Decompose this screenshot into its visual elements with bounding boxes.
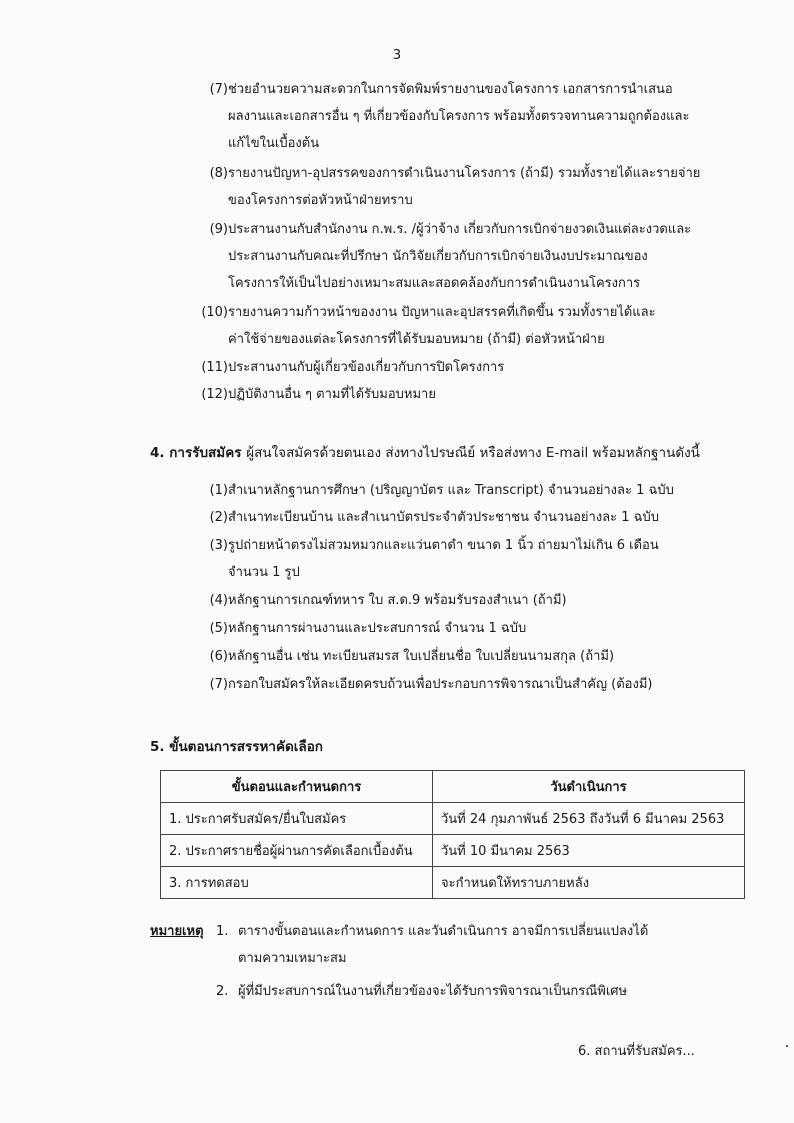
scan-mark	[786, 1045, 788, 1047]
note-item-1	[216, 918, 736, 966]
duty-number: (7)	[209, 82, 228, 97]
duty-line: ผลงานและเอกสารอื่น ๆ ที่เกี่ยวข้องกับโครงการ พร้อมทั้งตรวจทานความถูกต้องและ	[228, 109, 690, 124]
requirement-item	[192, 477, 712, 504]
requirement-line: หลักฐานการผ่านงานและประสบการณ์ จำนวน 1 ฉบับ	[228, 621, 527, 636]
duty-line: ประสานงานกับคณะที่ปรึกษา นักวิจัยเกี่ยวกับการเบิกจ่ายเงินงบประมาณของ	[228, 249, 648, 264]
requirement-item	[192, 643, 712, 670]
requirement-number: (3)	[209, 538, 228, 553]
duty-item-12	[192, 381, 722, 408]
requirement-number: (4)	[209, 593, 228, 608]
duty-line: ปฏิบัติงานอื่น ๆ ตามที่ได้รับมอบหมาย	[228, 387, 436, 402]
duty-item-7	[192, 76, 722, 151]
table-cell: จะกำหนดให้ทราบภายหลัง	[433, 867, 745, 899]
requirement-line: หลักฐานการเกณฑ์ทหาร ใบ ส.ด.9 พร้อมรับรองสำเนา (ถ้ามี)	[228, 593, 567, 608]
note-item-2	[216, 978, 736, 1005]
section-4-text: ผู้สนใจสมัครด้วยตนเอง ส่งทางไปรษณีย์ หรือส่งทาง E-mail พร้อมหลักฐานดังนี้	[246, 445, 700, 461]
duty-item-8	[192, 160, 722, 208]
duty-line: แก้ไขในเบื้องต้น	[228, 136, 320, 151]
next-page-reference: 6. สถานที่รับสมัคร...	[578, 1044, 695, 1059]
table-row	[161, 867, 745, 899]
duty-line: ประสานงานกับสำนักงาน ก.พ.ร. /ผู้ว่าจ้าง เกี่ยวกับการเบิกจ่ายงวดเงินแต่ละงวดและ	[228, 222, 692, 237]
note-label-text: หมายเหตุ	[150, 924, 204, 939]
table-cell: วันที่ 24 กุมภาพันธ์ 2563 ถึงวันที่ 6 มีนาคม 2563	[433, 803, 745, 835]
duty-number: (12)	[201, 387, 228, 402]
requirement-line: กรอกใบสมัครให้ละเอียดครบถ้วนเพื่อประกอบการพิจารณาเป็นสำคัญ (ต้องมี)	[228, 677, 653, 692]
table-cell: 1. ประกาศรับสมัคร/ยื่นใบสมัคร	[161, 803, 433, 835]
requirement-item	[192, 587, 712, 614]
requirement-line: หลักฐานอื่น เช่น ทะเบียนสมรส ใบเปลี่ยนชื่อ ใบเปลี่ยนนามสกุล (ถ้ามี)	[228, 649, 615, 664]
requirement-item	[192, 671, 712, 698]
duty-line: รายงานปัญหา-อุปสรรคของการดำเนินงานโครงการ (ถ้ามี) รวมทั้งรายได้และรายจ่าย	[228, 166, 701, 181]
duty-line: ช่วยอำนวยความสะดวกในการจัดพิมพ์รายงานของโครงการ เอกสารการนำเสนอ	[228, 82, 673, 97]
duty-item-11	[192, 354, 722, 381]
note-number: 2.	[216, 984, 229, 999]
requirement-number: (2)	[209, 510, 228, 525]
table-cell: วันที่ 10 มีนาคม 2563	[433, 835, 745, 867]
requirement-number: (6)	[209, 649, 228, 664]
note-line: ตารางขั้นตอนและกำหนดการ และวันดำเนินการ อาจมีการเปลี่ยนแปลงได้	[238, 924, 649, 939]
requirement-line: สำเนาทะเบียนบ้าน และสำเนาบัตรประจำตัวประชาชน จำนวนอย่างละ 1 ฉบับ	[228, 510, 660, 525]
note-line: ตามความเหมาะสม	[238, 951, 347, 966]
table-header: ขั้นตอนและกำหนดการ	[161, 771, 433, 803]
note-line: ผู้ที่มีประสบการณ์ในงานที่เกี่ยวข้องจะได้รับการพิจารณาเป็นกรณีพิเศษ	[238, 984, 628, 999]
requirement-item	[192, 532, 712, 580]
table-cell: 2. ประกาศรายชื่อผู้ผ่านการคัดเลือกเบื้องต้น	[161, 835, 433, 867]
duty-item-10	[192, 299, 722, 347]
table-cell: 3. การทดสอบ	[161, 867, 433, 899]
requirement-item	[192, 615, 712, 642]
note-number: 1.	[216, 924, 229, 939]
table-header-row	[161, 771, 745, 803]
duty-number: (11)	[201, 360, 228, 375]
requirement-number: (1)	[209, 483, 228, 498]
duty-number: (8)	[209, 166, 228, 181]
duty-number: (10)	[201, 305, 228, 320]
section-5-title: 5. ขั้นตอนการสรรหาคัดเลือก	[150, 739, 323, 755]
requirement-item	[192, 504, 712, 531]
requirement-number: (5)	[209, 621, 228, 636]
duty-line: โครงการให้เป็นไปอย่างเหมาะสมและสอดคล้องกับการดำเนินงานโครงการ	[228, 276, 641, 291]
section-4-number: 4.	[150, 445, 165, 461]
note-label	[150, 918, 204, 945]
table-row	[161, 803, 745, 835]
duty-line: รายงานความก้าวหน้าของงาน ปัญหาและอุปสรรคที่เกิดขึ้น รวมทั้งรายได้และ	[228, 305, 656, 320]
table-header: วันดำเนินการ	[433, 771, 745, 803]
page-number: 3	[392, 48, 402, 63]
requirement-line: สำเนาหลักฐานการศึกษา (ปริญญาบัตร และ Transcript) จำนวนอย่างละ 1 ฉบับ	[228, 483, 674, 498]
duty-item-9	[192, 216, 722, 291]
table-row	[161, 835, 745, 867]
requirement-line: จำนวน 1 รูป	[228, 565, 300, 580]
duty-line: ประสานงานกับผู้เกี่ยวข้องเกี่ยวกับการปิดโครงการ	[228, 360, 505, 375]
section-4-heading	[150, 441, 730, 463]
duty-line: ค่าใช้จ่ายของแต่ละโครงการที่ได้รับมอบหมาย (ถ้ามี) ต่อหัวหน้าฝ่าย	[228, 332, 605, 347]
duty-number: (9)	[209, 222, 228, 237]
schedule-table	[160, 770, 745, 899]
requirement-number: (7)	[209, 677, 228, 692]
requirement-line: รูปถ่ายหน้าตรงไม่สวมหมวกและแว่นตาดำ ขนาด 1 นิ้ว ถ่ายมาไม่เกิน 6 เดือน	[228, 538, 659, 553]
duty-line: ของโครงการต่อหัวหน้าฝ่ายทราบ	[228, 193, 413, 208]
section-4-title: การรับสมัคร	[169, 445, 242, 461]
